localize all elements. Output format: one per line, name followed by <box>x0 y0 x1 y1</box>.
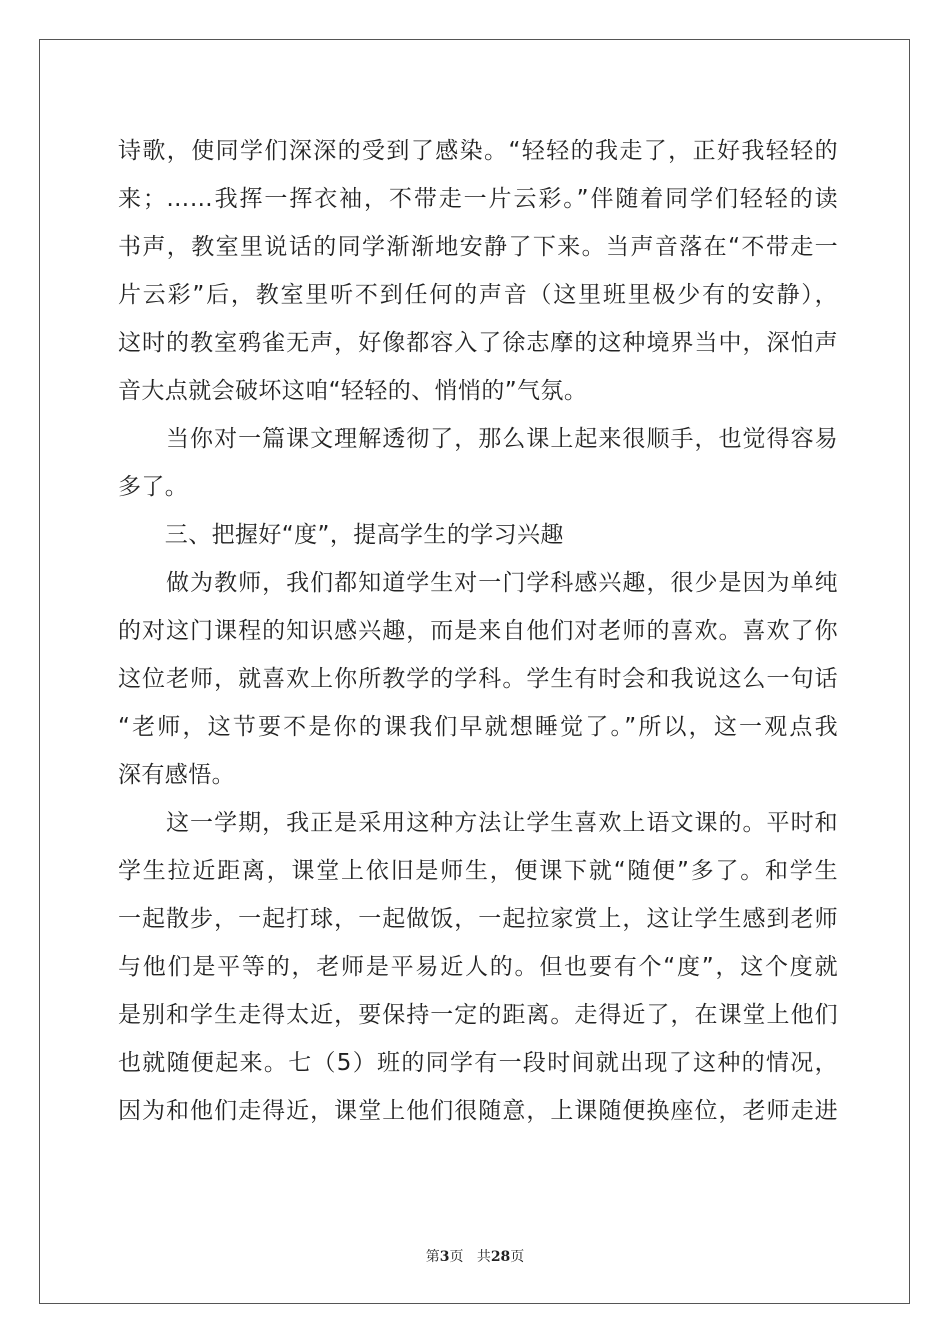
text-line: 因为和他们走得近，课堂上他们很随意，上课随便换座位，老师走进 <box>118 1098 838 1124</box>
page-number: 3 <box>439 1249 450 1265</box>
page-footer <box>0 1246 950 1266</box>
text-line: “老师，这节要不是你的课我们早就想睡觉了。”所以，这一观点我 <box>118 714 838 740</box>
text-line: 的对这门课程的知识感兴趣，而是来自他们对老师的喜欢。喜欢了你 <box>118 618 838 644</box>
text-line: 多了。 <box>118 474 189 500</box>
page-suffix: 页 <box>449 1249 464 1265</box>
page-prefix: 第 <box>425 1249 440 1265</box>
text-line: 也就随便起来。七（5）班的同学有一段时间就出现了这种的情况， <box>118 1050 838 1076</box>
text-line: 当你对一篇课文理解透彻了，那么课上起来很顺手，也觉得容易 <box>118 426 838 452</box>
text-line: 深有感悟。 <box>118 762 235 788</box>
text-line: 与他们是平等的，老师是平易近人的。但也要有个“度”，这个度就 <box>118 954 838 980</box>
text-line: 书声，教室里说话的同学渐渐地安静了下来。当声音落在“不带走一 <box>118 234 838 260</box>
text-line: 音大点就会破坏这咱“轻轻的、悄悄的”气氛。 <box>118 378 588 404</box>
text-line: 这位老师，就喜欢上你所教学的学科。学生有时会和我说这么一句话 <box>118 666 838 692</box>
text-line: 片云彩”后，教室里听不到任何的声音（这里班里极少有的安静）， <box>118 282 838 308</box>
text-line: 这一学期，我正是采用这种方法让学生喜欢上语文课的。平时和 <box>118 810 838 836</box>
text-line: 来；……我挥一挥衣袖，不带走一片云彩。”伴随着同学们轻轻的读 <box>118 186 838 212</box>
total-suffix: 页 <box>510 1249 525 1265</box>
total-prefix: 共 <box>476 1249 491 1265</box>
total-pages: 28 <box>490 1249 511 1265</box>
text-line: 这时的教室鸦雀无声，好像都容入了徐志摩的这种境界当中，深怕声 <box>118 330 838 356</box>
text-line: 是别和学生走得太近，要保持一定的距离。走得近了，在课堂上他们 <box>118 1002 838 1028</box>
text-line: 学生拉近距离，课堂上依旧是师生，便课下就“随便”多了。和学生 <box>118 858 838 884</box>
text-line: 一起散步，一起打球，一起做饭，一起拉家赏上，这让学生感到老师 <box>118 906 838 932</box>
text-line: 做为教师，我们都知道学生对一门学科感兴趣，很少是因为单纯 <box>118 570 838 596</box>
text-line: 诗歌，使同学们深深的受到了感染。“轻轻的我走了，正好我轻轻的 <box>118 138 838 164</box>
section-heading: 三、把握好“度”，提高学生的学习兴趣 <box>118 522 564 548</box>
